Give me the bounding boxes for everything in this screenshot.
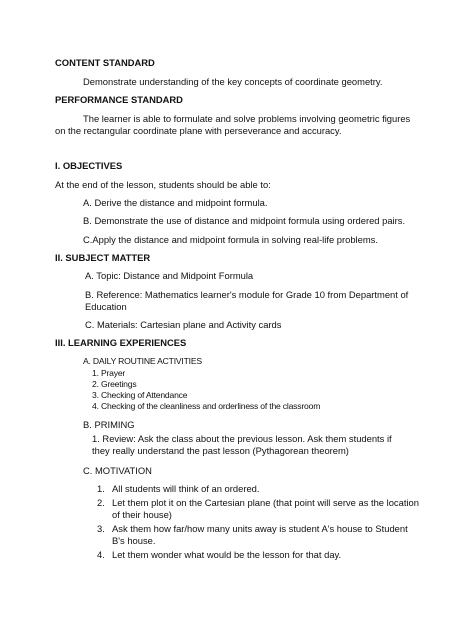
daily-routine-item: 2. Greetings <box>92 379 137 389</box>
content-standard-text: Demonstrate understanding of the key concepts of coordinate geometry. <box>83 76 383 87</box>
motivation-item-number: 3. <box>97 523 105 534</box>
motivation-item-text: Ask them how far/how many units away is student A's house to Student <box>112 523 408 534</box>
objectives-heading: I. OBJECTIVES <box>55 160 123 171</box>
performance-standard-line-2: on the rectangular coordinate plane with perseverance and accuracy. <box>55 125 342 136</box>
motivation-item-text: of their house) <box>112 509 172 520</box>
motivation-item-text: Let them wonder what would be the lesson for that day. <box>112 549 342 560</box>
objective-item: C.Apply the distance and midpoint formula in solving real-life problems. <box>83 234 378 245</box>
priming-line-2: they really understand the past lesson (Pythagorean theorem) <box>92 445 349 456</box>
subject-matter-reference-line-1: B. Reference: Mathematics learner's module for Grade 10 from Department of <box>85 289 409 300</box>
objective-item: B. Demonstrate the use of distance and midpoint formula using ordered pairs. <box>83 215 406 226</box>
priming-line-1: 1. Review: Ask the class about the previous lesson. Ask them students if <box>92 433 392 444</box>
motivation-item-number: 1. <box>97 483 105 494</box>
performance-standard-heading: PERFORMANCE STANDARD <box>55 94 183 105</box>
objectives-intro: At the end of the lesson, students should be able to: <box>55 179 271 190</box>
priming-heading: B. PRIMING <box>83 419 135 430</box>
motivation-heading: C. MOTIVATION <box>83 465 152 476</box>
motivation-item-text: All students will think of an ordered. <box>112 483 260 494</box>
subject-matter-heading: II. SUBJECT MATTER <box>55 252 151 263</box>
motivation-item-number: 2. <box>97 497 105 508</box>
performance-standard-line-1: The learner is able to formulate and solve problems involving geometric figures <box>83 113 411 124</box>
subject-matter-topic: A. Topic: Distance and Midpoint Formula <box>85 270 254 281</box>
daily-routine-item: 3. Checking of Attendance <box>92 390 188 400</box>
motivation-item-number: 4. <box>97 549 105 560</box>
learning-experiences-heading: III. LEARNING EXPERIENCES <box>55 337 187 348</box>
daily-routine-item: 1. Prayer <box>92 368 126 378</box>
motivation-item-text: B's house. <box>112 535 156 546</box>
content-standard-heading: CONTENT STANDARD <box>55 57 155 68</box>
objective-item: A. Derive the distance and midpoint formula. <box>83 197 268 208</box>
subject-matter-reference-line-2: Education <box>85 301 127 312</box>
daily-routine-item: 4. Checking of the cleanliness and orderliness of the classroom <box>92 401 321 411</box>
daily-routine-heading: A. DAILY ROUTINE ACTIVITIES <box>83 356 202 366</box>
subject-matter-materials: C. Materials: Cartesian plane and Activity cards <box>85 319 282 330</box>
motivation-item-text: Let them plot it on the Cartesian plane (that point will serve as the location <box>112 497 419 508</box>
